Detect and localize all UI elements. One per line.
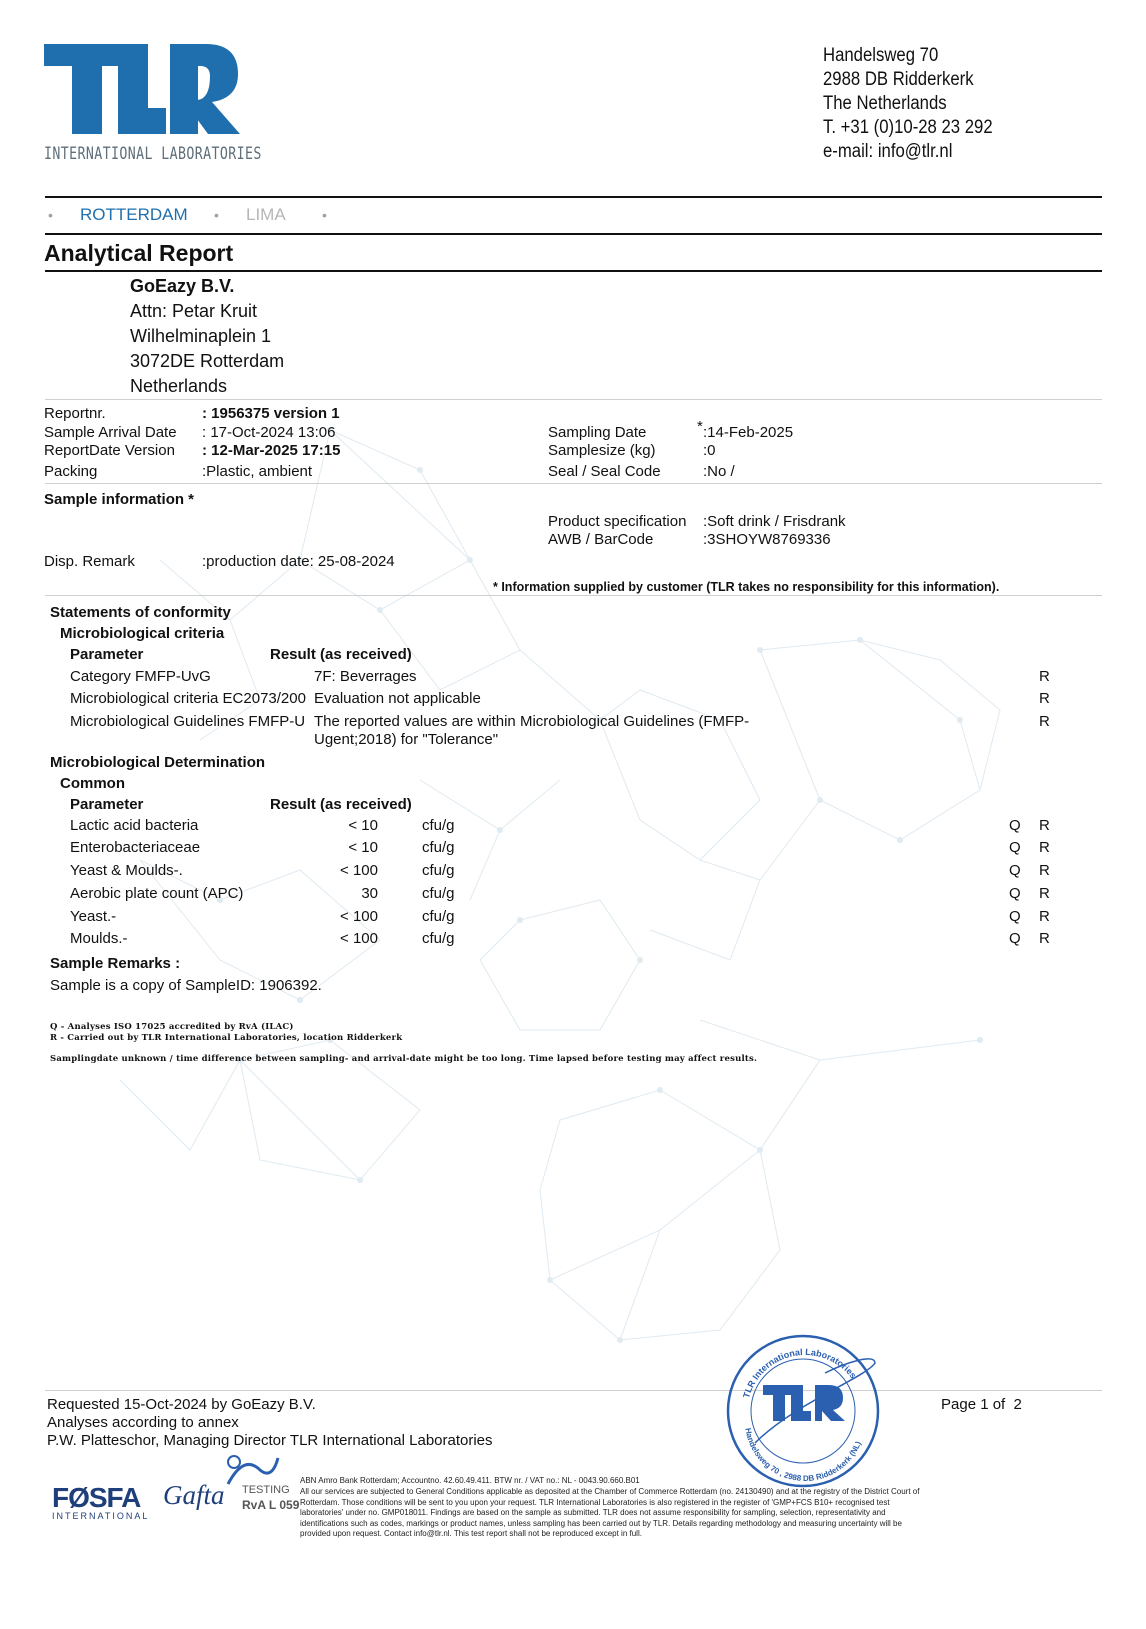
gafta-logo: Gafta bbox=[163, 1480, 225, 1510]
stamp-top-text: TLR International Laboratories bbox=[741, 1346, 859, 1400]
legend-sampling: Samplingdate unknown / time difference between sampling- and arrival-date might be too long. Time lapsed before testing may affect results. bbox=[50, 1054, 758, 1064]
determination-value: < 10 bbox=[348, 839, 378, 856]
conformity-param: Microbiological Guidelines FMFP-U bbox=[70, 713, 306, 730]
legend-q: Q - Analyses ISO 17025 accredited by RvA (ILAC) bbox=[50, 1022, 294, 1032]
conformity-heading: Statements of conformity bbox=[50, 604, 231, 621]
recipient-attn: Attn: Petar Kruit bbox=[130, 301, 258, 321]
tlr-logo bbox=[44, 40, 262, 170]
rva-icon bbox=[220, 1450, 280, 1486]
fosfa-text: FØSFA bbox=[52, 1482, 141, 1513]
product-spec-value: :Soft drink / Frisdrank bbox=[703, 513, 846, 530]
fosfa-logo bbox=[52, 1482, 149, 1521]
remarks-text: Sample is a copy of SampleID: 1906392. bbox=[50, 977, 322, 994]
header-divider bbox=[45, 196, 1102, 198]
determination-subheading: Common bbox=[60, 775, 125, 792]
product-spec-label: Product specification bbox=[548, 513, 687, 530]
report-title: Analytical Report bbox=[44, 240, 234, 266]
company-stamp bbox=[725, 1333, 881, 1489]
sample-size: :0 bbox=[703, 442, 716, 459]
nav-item-lima[interactable]: LIMA bbox=[246, 205, 286, 224]
conformity-param: Microbiological criteria EC2073/200 bbox=[70, 690, 306, 707]
address-country: The Netherlands bbox=[823, 93, 947, 114]
legal-line: identifications such as codes, markings or product names, unless sampling has been carried out by TLR. Details regarding methodology and measuring uncertainty will be bbox=[300, 1518, 902, 1528]
nav-bullet: • bbox=[214, 207, 219, 223]
determination-col-param: Parameter bbox=[70, 796, 144, 813]
conformity-result: The reported values are within Microbiological Guidelines (FMFP- bbox=[314, 713, 750, 730]
recipient-city: 3072DE Rotterdam bbox=[130, 351, 285, 371]
company-address bbox=[823, 44, 993, 164]
recipient-street: Wilhelminaplein 1 bbox=[130, 326, 272, 346]
recipient-divider bbox=[45, 399, 1102, 400]
determination-r: R bbox=[1039, 817, 1050, 834]
determination-param: Yeast.- bbox=[70, 908, 117, 925]
determination-r: R bbox=[1039, 862, 1050, 879]
awb-value: :3SHOYW8769336 bbox=[703, 531, 831, 548]
determination-unit: cfu/g bbox=[422, 817, 455, 834]
footer-divider bbox=[45, 1390, 1102, 1391]
determination-param: Aerobic plate count (APC) bbox=[70, 885, 244, 902]
determination-param: Enterobacteriaceae bbox=[70, 839, 201, 856]
conformity-result: 7F: Beverrages bbox=[314, 668, 417, 685]
sample-divider bbox=[45, 595, 1102, 596]
recipient-address bbox=[130, 274, 284, 399]
conformity-subheading: Microbiological criteria bbox=[60, 625, 225, 642]
sample-info-heading: Sample information * bbox=[44, 491, 195, 508]
info-divider bbox=[45, 483, 1102, 484]
determination-col-result: Result (as received) bbox=[270, 796, 412, 813]
remarks-heading: Sample Remarks : bbox=[50, 955, 181, 972]
recipient-company: GoEazy B.V. bbox=[130, 276, 235, 296]
address-city: 2988 DB Ridderkerk bbox=[823, 69, 974, 90]
rva-logo bbox=[220, 1450, 300, 1520]
conformity-param: Category FMFP-UvG bbox=[70, 668, 211, 685]
determination-unit: cfu/g bbox=[422, 930, 455, 947]
legal-line: Rotterdam. Those conditions will be sent to you upon your request. TLR International Laboratories is also registered in the register of 'GMP+FCS B10+ recognised test bbox=[300, 1497, 890, 1507]
conformity-col-param: Parameter bbox=[70, 646, 144, 663]
info-label: Samplesize (kg) bbox=[548, 442, 656, 459]
title-divider bbox=[45, 270, 1102, 272]
address-email: e-mail: info@tlr.nl bbox=[823, 141, 953, 162]
rva-testing: TESTING bbox=[242, 1484, 290, 1496]
seal-code: :No / bbox=[703, 463, 735, 480]
conformity-result: Evaluation not applicable bbox=[314, 690, 481, 707]
remark-value: :production date: 25-08-2024 bbox=[202, 553, 395, 570]
footer-signatory: P.W. Platteschor, Managing Director TLR International Laboratories bbox=[47, 1432, 493, 1449]
bank-details: ABN Amro Bank Rotterdam; Accountno. 42.60.49.411. BTW nr. / VAT no.: NL - 0043.90.660.B01 bbox=[300, 1476, 640, 1485]
sampling-date: :14-Feb-2025 bbox=[703, 424, 794, 441]
determination-r: R bbox=[1039, 885, 1050, 902]
asterisk-marker: * bbox=[697, 418, 703, 435]
conformity-flag: R bbox=[1039, 713, 1050, 730]
info-label: Packing bbox=[44, 463, 98, 480]
determination-unit: cfu/g bbox=[422, 908, 455, 925]
page-number: Page 1 of 2 bbox=[941, 1396, 1022, 1413]
info-label: Reportnr. bbox=[44, 405, 106, 422]
conformity-result-line2: Ugent;2018) for "Tolerance" bbox=[314, 731, 499, 748]
determination-q: Q bbox=[1009, 839, 1021, 856]
determination-q: Q bbox=[1009, 908, 1021, 925]
info-label: Sampling Date bbox=[548, 424, 647, 441]
report-date: : 12-Mar-2025 17:15 bbox=[202, 442, 341, 459]
packing: :Plastic, ambient bbox=[202, 463, 313, 480]
legal-line: provided upon request. Contact info@tlr.nl. This test report shall not be reproduced except in full. bbox=[300, 1529, 642, 1538]
customer-info-note: * Information supplied by customer (TLR takes no responsibility for this information). bbox=[493, 580, 1000, 594]
rva-code: RvA L 059 bbox=[242, 1498, 300, 1512]
nav-divider bbox=[45, 233, 1102, 235]
legal-line: All our services are subjected to General Conditions applicable as deposited at the Chamber of Commerce Rotterdam (no. 24130490) and at the registry of the District Court of bbox=[300, 1487, 920, 1496]
determination-r: R bbox=[1039, 839, 1050, 856]
conformity-flag: R bbox=[1039, 668, 1050, 685]
conformity-flag: R bbox=[1039, 690, 1050, 707]
determination-unit: cfu/g bbox=[422, 862, 455, 879]
determination-unit: cfu/g bbox=[422, 839, 455, 856]
recipient-country: Netherlands bbox=[130, 376, 228, 396]
address-phone: T. +31 (0)10-28 23 292 bbox=[823, 117, 993, 138]
nav-bullet: • bbox=[48, 207, 53, 223]
tlr-logo-mark bbox=[44, 40, 244, 136]
determination-param: Lactic acid bacteria bbox=[70, 817, 199, 834]
info-label: Seal / Seal Code bbox=[548, 463, 661, 480]
determination-value: < 100 bbox=[340, 908, 378, 925]
determination-param: Yeast & Moulds-. bbox=[70, 862, 183, 879]
address-street: Handelsweg 70 bbox=[823, 45, 939, 66]
determination-r: R bbox=[1039, 908, 1050, 925]
determination-r: R bbox=[1039, 930, 1050, 947]
awb-label: AWB / BarCode bbox=[548, 531, 654, 548]
determination-q: Q bbox=[1009, 930, 1021, 947]
determination-value: < 100 bbox=[340, 930, 378, 947]
nav-item-rotterdam[interactable]: ROTTERDAM bbox=[80, 205, 188, 224]
determination-heading: Microbiological Determination bbox=[50, 754, 266, 771]
legend-r: R - Carried out by TLR International Laboratories, location Ridderkerk bbox=[50, 1033, 403, 1043]
legal-terms bbox=[300, 1487, 919, 1540]
determination-q: Q bbox=[1009, 862, 1021, 879]
stamp-bottom-text: Handelsweg 70 , 2988 DB Ridderkerk (NL) bbox=[743, 1427, 863, 1484]
remark-label: Disp. Remark bbox=[44, 553, 135, 570]
fosfa-subtext: INTERNATIONAL bbox=[52, 1511, 150, 1521]
nav-bullet: • bbox=[322, 207, 327, 223]
arrival-date: : 17-Oct-2024 13:06 bbox=[202, 424, 336, 441]
info-label: ReportDate Version bbox=[44, 442, 175, 459]
determination-param: Moulds.- bbox=[70, 930, 128, 947]
footer-requested: Requested 15-Oct-2024 by GoEazy B.V. bbox=[47, 1396, 316, 1413]
determination-value: 30 bbox=[361, 885, 378, 902]
info-label: Sample Arrival Date bbox=[44, 424, 177, 441]
logo-subtitle: INTERNATIONAL LABORATORIES bbox=[44, 144, 262, 164]
determination-value: < 100 bbox=[340, 862, 378, 879]
report-number: : 1956375 version 1 bbox=[202, 405, 340, 422]
determination-value: < 10 bbox=[348, 817, 378, 834]
determination-q: Q bbox=[1009, 885, 1021, 902]
legal-line: laboratories' under no. GMP018011. Findings are based on the sample as submitted. TLR does not assume responsibility for sampling, selection, representativity and bbox=[300, 1508, 886, 1517]
stamp-graphic bbox=[725, 1333, 885, 1493]
conformity-col-result: Result (as received) bbox=[270, 646, 412, 663]
determination-unit: cfu/g bbox=[422, 885, 455, 902]
footer-analyses: Analyses according to annex bbox=[47, 1414, 239, 1431]
determination-q: Q bbox=[1009, 817, 1021, 834]
